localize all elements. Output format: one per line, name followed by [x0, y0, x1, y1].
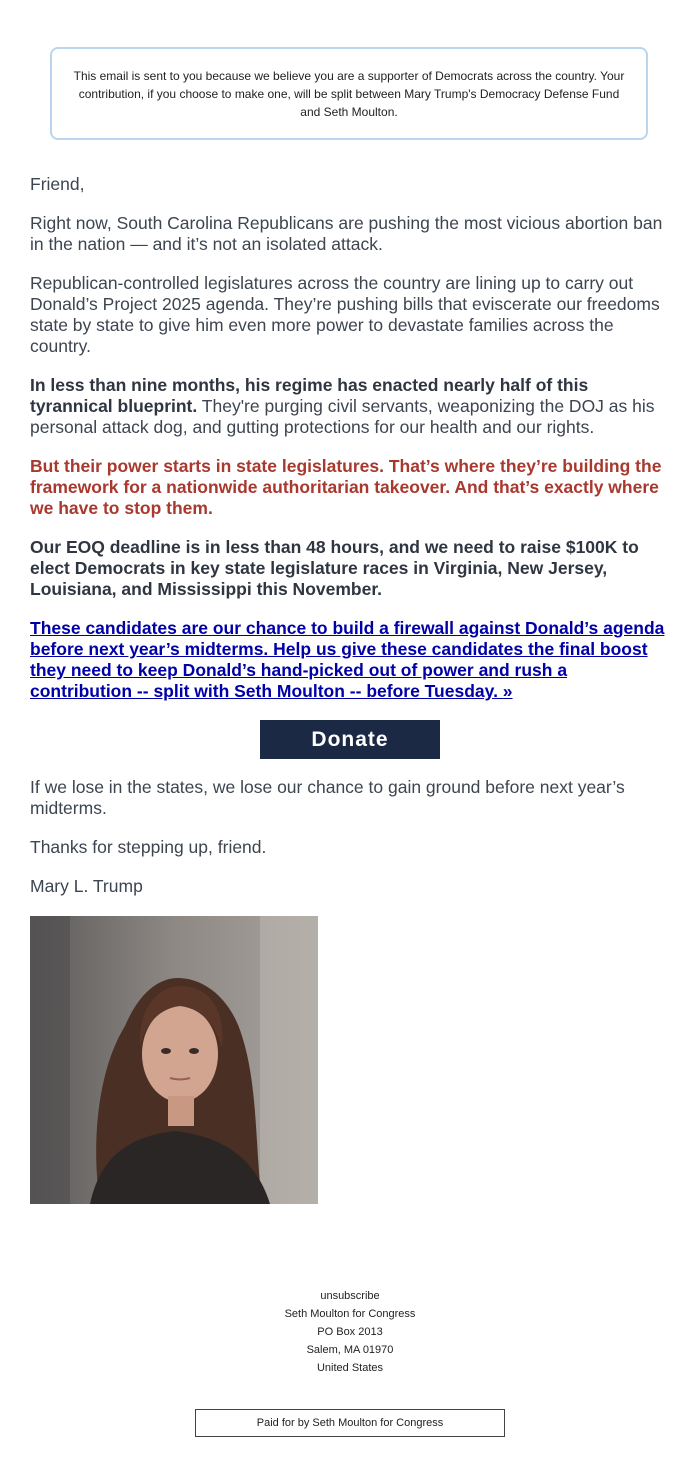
paragraph-6: If we lose in the states, we lose our chance to gain ground before next year’s midterms.: [30, 777, 625, 818]
footer-country: United States: [316, 1362, 384, 1374]
disclaimer-text: This email is sent to you because we believe you are a supporter of Democrats across the country. Your contribution, if you choose to make one, will be split between Mary Trump's Democracy Defense Fund and Seth Moulton.: [73, 68, 625, 119]
paragraph-3-bold: In less than nine months, his regime has enacted nearly half of this tyrannical blueprint.: [30, 375, 589, 416]
portrait-photo: [30, 916, 318, 1204]
unsubscribe-link[interactable]: unsubscribe: [320, 1290, 380, 1302]
paragraph-4-highlight: But their power starts in state legislatures. That’s where they’re building the framework for a nationwide authoritarian takeover. And that’s exactly where we have to stop them.: [30, 456, 662, 518]
signature: Mary L. Trump: [30, 876, 143, 896]
email-body: [30, 174, 670, 915]
disclaimer-notice: [50, 47, 648, 140]
paid-for-text: Paid for by Seth Moulton for Congress: [256, 1417, 444, 1429]
paragraph-2: Republican-controlled legislatures across the country are lining up to carry out Donald’s Project 2025 agenda. They’re pushing bills that eviscerate our freedoms state by state to give him even more power to devastate families across the country.: [30, 273, 660, 356]
paragraph-7: Thanks for stepping up, friend.: [30, 837, 267, 857]
donate-button[interactable]: Donate: [260, 720, 440, 759]
footer-po-box: PO Box 2013: [317, 1326, 383, 1338]
cta-link[interactable]: These candidates are our chance to build a firewall against Donald’s agenda before next year’s midterms. Help us give these candidates the final boost they need to keep Donald’s hand-picked out of power and rush a contribution -- split with Seth Moulton -- before Tuesday. »: [30, 618, 665, 701]
paragraph-3: [30, 375, 670, 438]
donate-wrap: [30, 720, 670, 759]
paragraph-5-deadline: Our EOQ deadline is in less than 48 hours, and we need to raise $100K to elect Democrats in key state legislature races in Virginia, New Jersey, Louisiana, and Mississippi this November.: [30, 537, 639, 599]
paragraph-1: Right now, South Carolina Republicans are pushing the most vicious abortion ban in the nation — and it’s not an isolated attack.: [30, 213, 663, 254]
greeting: Friend,: [30, 174, 85, 194]
paragraph-3-rest: They're purging civil servants, weaponizing the DOJ as his personal attack dog, and gutting protections for our health and our rights.: [30, 396, 655, 437]
cta-paragraph: [30, 618, 670, 702]
footer: [0, 1287, 700, 1377]
paid-for-disclaimer: [195, 1409, 505, 1437]
footer-org: Seth Moulton for Congress: [284, 1308, 416, 1320]
footer-city: Salem, MA 01970: [306, 1344, 394, 1356]
